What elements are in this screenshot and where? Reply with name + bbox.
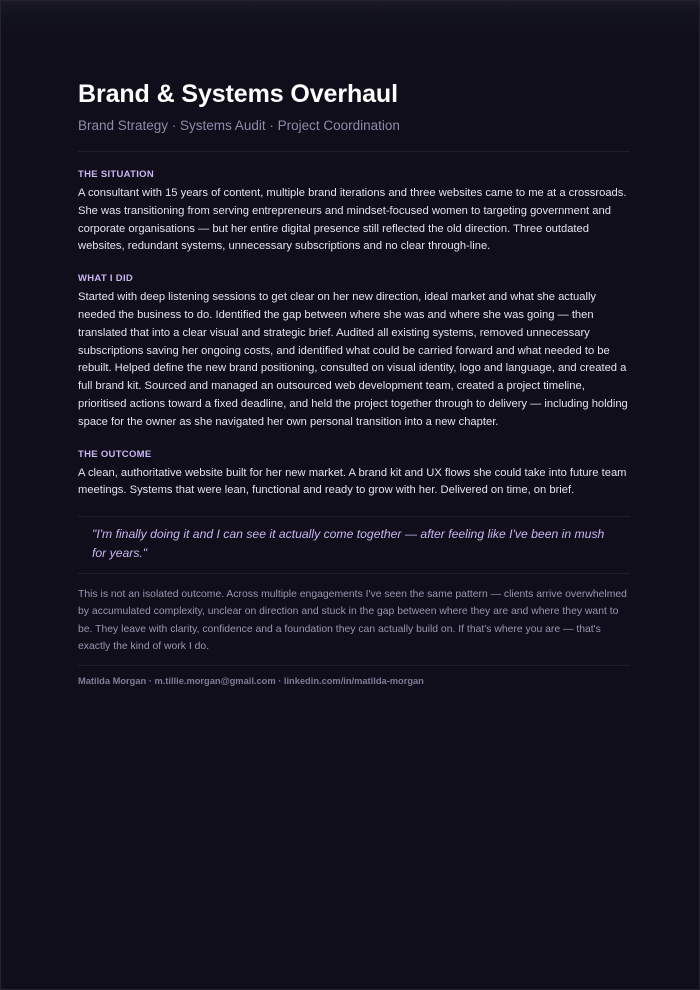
section-what-i-did [78,272,630,431]
divider [78,665,630,666]
page-title: Brand & Systems Overhaul [78,80,398,108]
testimonial-quote-block [78,516,630,574]
section-heading: THE OUTCOME [78,448,152,460]
page-subtitle: Brand Strategy · Systems Audit · Project Coordination [78,118,400,133]
section-body: A clean, authoritative website built for her new market. A brand kit and UX flows she could take into future team meetings. Systems that were lean, functional and ready to grow with her. Delivered on time, on brief. [78,466,627,497]
section-body: A consultant with 15 years of content, multiple brand iterations and three websites came to me at a crossroads. She was transitioning from serving entrepreneurs and mindset-focused women to targeting government and corporate organisations — but her entire digital presence still reflected the old direction. Three outdated websites, redundant systems, unnecessary subscriptions and no clear through-line. [78,187,627,253]
contact-footer: Matilda Morgan · m.tillie.morgan@gmail.com · linkedin.com/in/matilda-morgan [78,676,424,687]
section-situation [78,168,630,256]
document-content [78,79,630,688]
divider [78,151,630,152]
testimonial-quote: "I'm finally doing it and I can see it actually come together — after feeling like I've been in mush for years." [92,527,605,561]
closing-paragraph: This is not an isolated outcome. Across multiple engagements I've seen the same pattern — clients arrive overwhelmed by accumulated complexity, unclear on direction and stuck in the gap between where they are and where they want to be. They leave with clarity, confidence and a foundation they can actually build on. If that's where you are — that's exactly the kind of work I do. [78,589,627,653]
section-heading: THE SITUATION [78,169,155,180]
section-outcome [78,448,630,501]
section-heading: WHAT I DID [78,273,134,285]
section-body: Started with deep listening sessions to get clear on her new direction, ideal market and what she actually needed the business to do. Identified the gap between where she was and where she was going — then translated that into a clear visual and strategic brief. Audited all existing systems, removed unnecessary subscriptions saving her ongoing costs, and identified what could be carried forward and what needed to be rebuilt. Helped define the new brand positioning, consulted on visual identity, logo and language, and created a full brand kit. Sourced and managed an outsourced web development team, created a project timeline, prioritised actions toward a fixed deadline, and held the project together through to delivery — including holding space for the owner as she navigated her own personal transition into a new chapter. [78,291,628,428]
